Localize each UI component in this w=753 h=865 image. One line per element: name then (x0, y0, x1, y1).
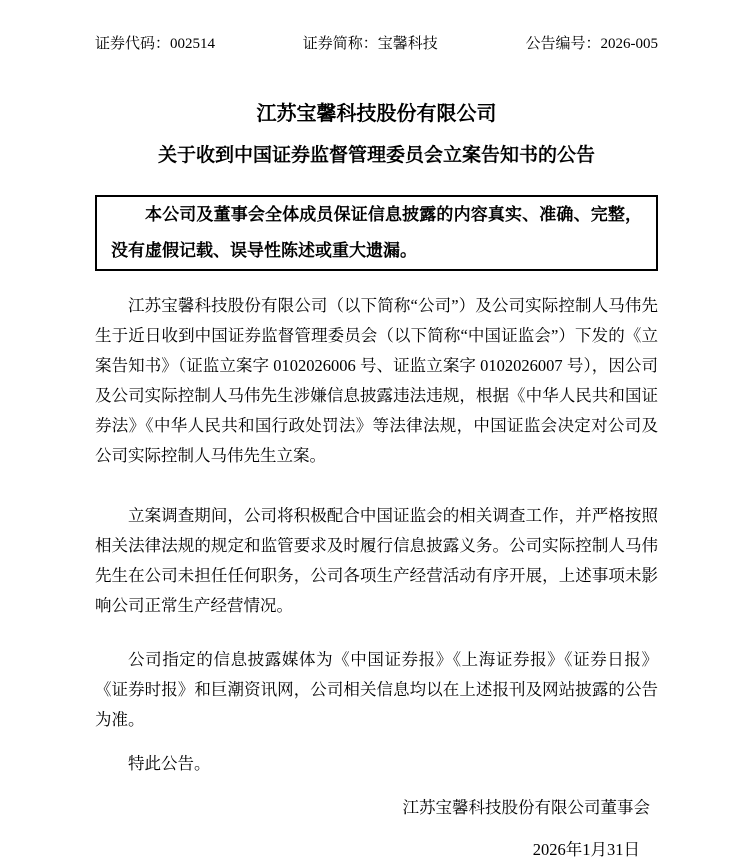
company-name-title: 江苏宝馨科技股份有限公司 (256, 103, 497, 125)
closing-statement: 特此公告。 (128, 754, 211, 773)
document-header (95, 35, 658, 53)
body-paragraph-2: 立案调查期间，公司将积极配合中国证监会的相关调查工作，并严格按照相关法律法规的规定和监管要求及时履行信息披露义务。公司实际控制人马伟先生在公司未担任任何职务，公司各项生产经营活动有序开展，上述事项未影响公司正常生产经营情况。 (95, 506, 658, 615)
disclaimer-text: 本公司及董事会全体成员保证信息披露的内容真实、准确、完整，没有虚假记载、误导性陈述或重大遗漏。 (111, 205, 642, 260)
stock-code: 证券代码：002514 (95, 36, 216, 52)
board-signature: 江苏宝馨科技股份有限公司董事会 (402, 798, 650, 817)
announcement-date: 2026年1月31日 (532, 840, 640, 859)
announcement-number: 公告编号：2026-005 (525, 36, 658, 52)
announcement-subject-title: 关于收到中国证券监督管理委员会立案告知书的公告 (157, 145, 595, 166)
body-paragraph-3: 公司指定的信息披露媒体为《中国证券报》《上海证券报》《证券日报》《证券时报》和巨潮资讯网，公司相关信息均以在上述报刊及网站披露的公告为准。 (95, 650, 658, 729)
body-paragraph-1: 江苏宝馨科技股份有限公司（以下简称“公司”）及公司实际控制人马伟先生于近日收到中国证券监督管理委员会（以下简称“中国证监会”）下发的《立案告知书》（证监立案字 0102026006 号、证监立案字 0102026007 号），因公司及公司实际控制人马伟先生涉嫌信息披露违法违规，根据《中华人民共和国证券法》《中华人民共和国行政处罚法》等法律法规，中国证监会决定对公司及公司实际控制人马伟先生立案。 (95, 296, 658, 465)
disclaimer-box (95, 195, 658, 271)
stock-short-name: 证券简称：宝馨科技 (302, 36, 438, 52)
